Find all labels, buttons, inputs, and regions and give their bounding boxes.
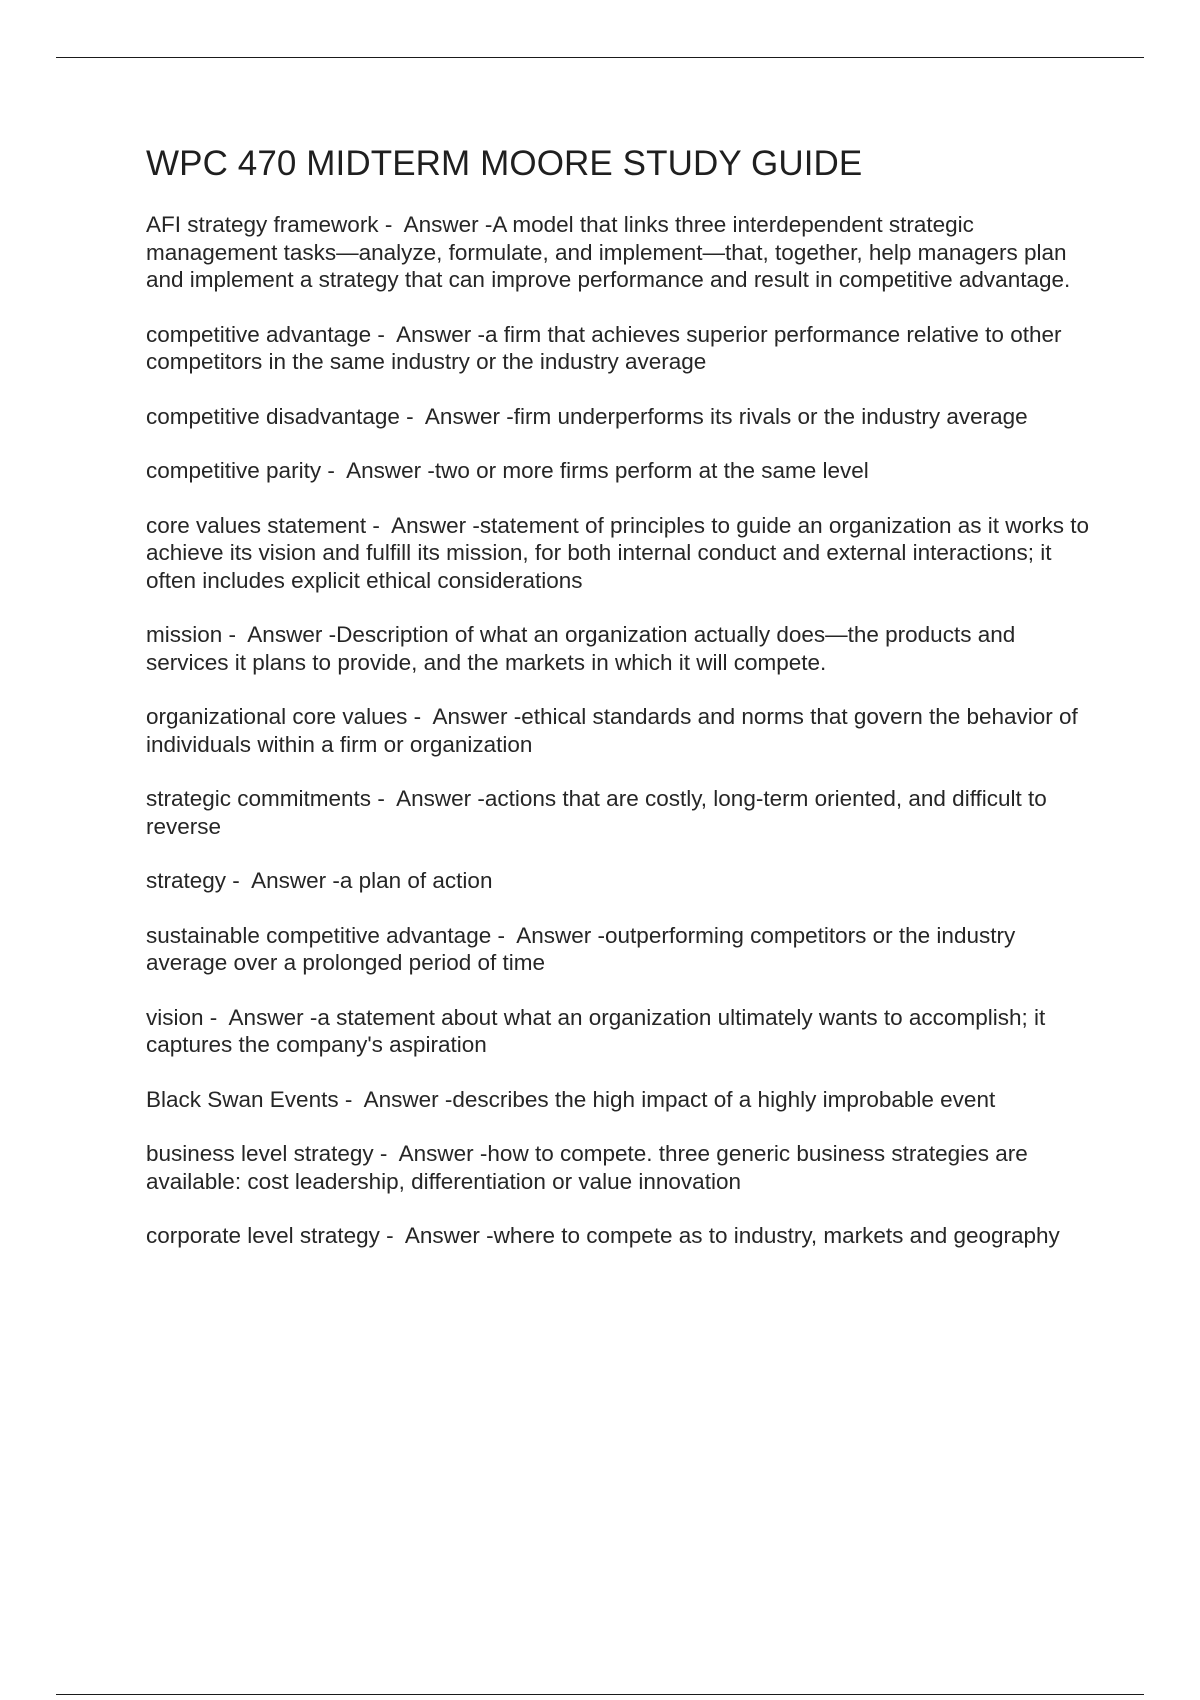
entry-definition: describes the high impact of a highly improbable event xyxy=(452,1086,996,1112)
answer-label: Answer - xyxy=(229,1005,318,1030)
glossary-entry xyxy=(146,703,1096,758)
answer-label: Answer - xyxy=(346,458,435,483)
answer-label: Answer - xyxy=(399,1141,488,1166)
answer-label: Answer - xyxy=(364,1087,453,1112)
answer-label: Answer - xyxy=(396,786,485,811)
entry-term: strategic commitments - xyxy=(146,786,396,811)
entry-term: Black Swan Events - xyxy=(146,1087,364,1112)
answer-label: Answer - xyxy=(247,622,336,647)
glossary-entry xyxy=(146,1140,1096,1195)
bottom-divider xyxy=(56,1694,1144,1695)
entry-definition: actions that are costly, long-term oriented, and difficult to reverse xyxy=(146,786,1047,839)
entry-term: mission - xyxy=(146,622,247,647)
entry-term: organizational core values - xyxy=(146,704,432,729)
document-body xyxy=(146,144,1096,1277)
glossary-entry xyxy=(146,1004,1096,1059)
entry-definition: statement of principles to guide an organization as it works to achieve its vision and fulfill its mission, for both internal conduct and external interactions; it often includes explicit ethical considerations xyxy=(146,512,1090,593)
answer-label: Answer - xyxy=(432,704,521,729)
entry-term: competitive advantage - xyxy=(146,322,396,347)
glossary-entry xyxy=(146,1086,1096,1114)
glossary-entry xyxy=(146,922,1096,977)
glossary-entry xyxy=(146,403,1096,431)
entry-definition: a plan of action xyxy=(339,868,493,893)
answer-label: Answer - xyxy=(396,322,485,347)
top-divider xyxy=(56,57,1144,58)
entry-definition: firm underperforms its rivals or the industry average xyxy=(513,403,1028,429)
answer-label: Answer - xyxy=(405,1223,494,1248)
glossary-entry xyxy=(146,1222,1096,1250)
entry-term: strategy - xyxy=(146,868,251,893)
glossary-list xyxy=(146,211,1096,1250)
glossary-entry xyxy=(146,785,1096,840)
entry-term: sustainable competitive advantage - xyxy=(146,923,516,948)
entry-definition: outperforming competitors or the industry average over a prolonged period of time xyxy=(146,922,1016,975)
answer-label: Answer - xyxy=(404,212,493,237)
entry-term: business level strategy - xyxy=(146,1141,399,1166)
entry-definition: a statement about what an organization ultimately wants to accomplish; it captures the company's aspiration xyxy=(146,1004,1046,1057)
document-title: WPC 470 MIDTERM MOORE STUDY GUIDE xyxy=(146,144,863,183)
entry-term: AFI strategy framework - xyxy=(146,212,404,237)
entry-definition: where to compete as to industry, markets and geography xyxy=(493,1223,1060,1248)
glossary-entry xyxy=(146,211,1096,294)
entry-term: competitive disadvantage - xyxy=(146,404,425,429)
entry-term: core values statement - xyxy=(146,513,391,538)
answer-label: Answer - xyxy=(516,923,605,948)
entry-definition: two or more firms perform at the same level xyxy=(434,458,869,483)
answer-label: Answer - xyxy=(251,868,340,893)
glossary-entry xyxy=(146,867,1096,895)
entry-definition: A model that links three interdependent strategic management tasks—analyze, formulate, and implement—that, together, help managers plan and implement a strategy that can improve performance and result in competitive advantage. xyxy=(146,212,1071,292)
entry-definition: a firm that achieves superior performance relative to other competitors in the same industry or the industry average xyxy=(146,321,1062,374)
entry-definition: how to compete. three generic business strategies are available: cost leadership, differentiation or value innovation xyxy=(146,1141,1028,1194)
glossary-entry xyxy=(146,321,1096,376)
glossary-entry xyxy=(146,457,1096,485)
entry-definition: Description of what an organization actually does—the products and services it plans to provide, and the markets in which it will compete. xyxy=(146,622,1016,675)
entry-term: vision - xyxy=(146,1005,229,1030)
glossary-entry xyxy=(146,621,1096,676)
entry-term: corporate level strategy - xyxy=(146,1223,405,1248)
glossary-entry xyxy=(146,512,1096,595)
answer-label: Answer - xyxy=(391,513,480,538)
entry-term: competitive parity - xyxy=(146,458,346,483)
entry-definition: ethical standards and norms that govern the behavior of individuals within a firm or organization xyxy=(146,704,1078,757)
answer-label: Answer - xyxy=(425,404,514,429)
